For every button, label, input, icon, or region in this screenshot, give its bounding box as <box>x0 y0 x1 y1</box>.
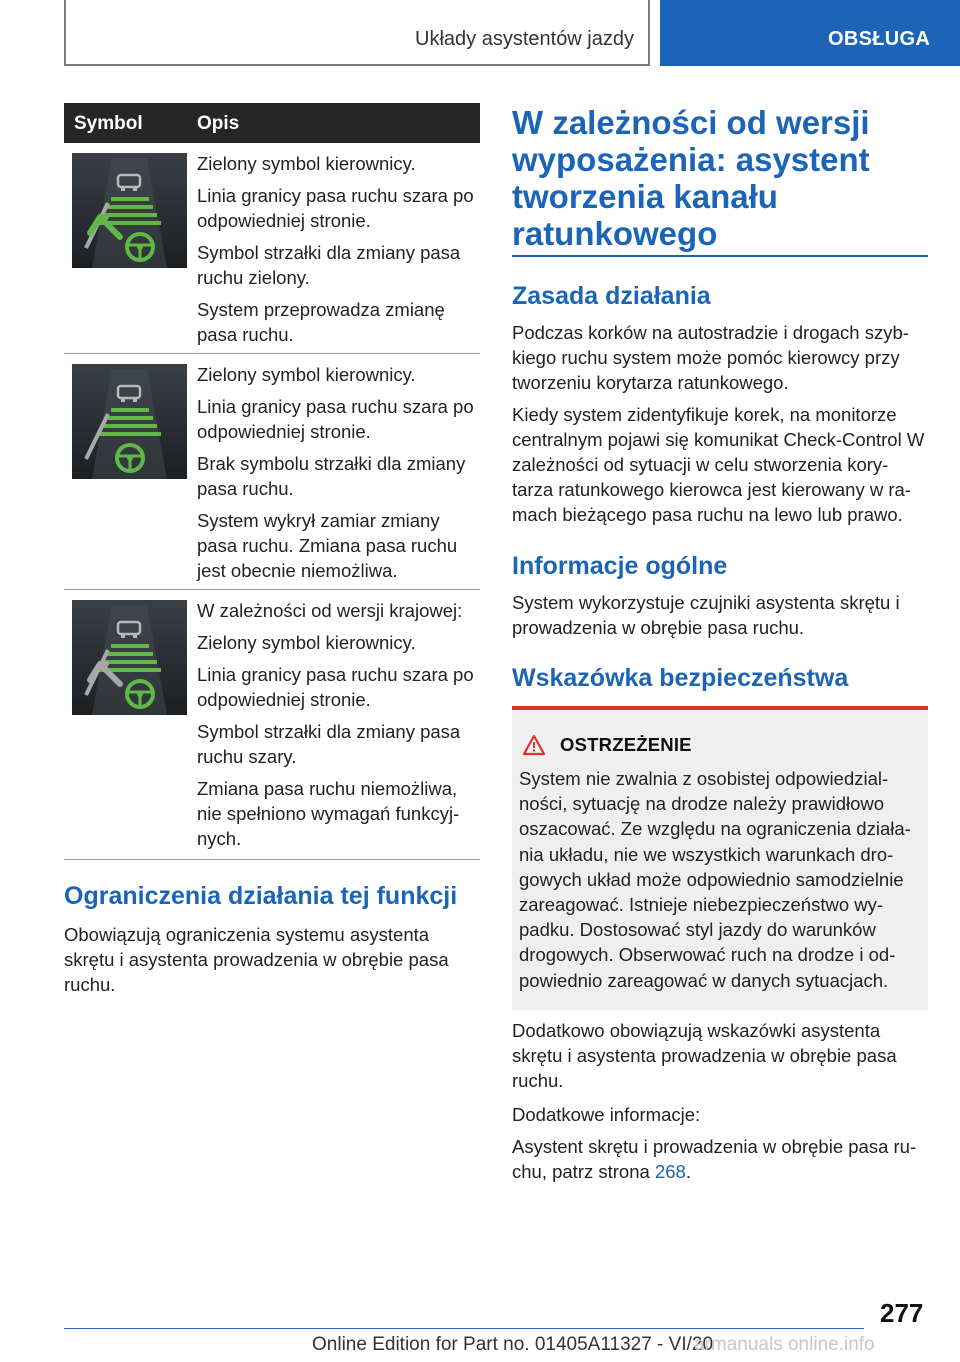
limits-heading: Ograniczenia działania tej funkcji <box>64 882 458 910</box>
lane-change-arrow-green-icon <box>72 153 187 268</box>
row-description: Zielony symbol kierownicy. Linia granicy pasa ruchu szara po odpowiedniej stronie. Symbol strzałki dla zmiany pasa ruchu zielony. System przeprowadza zmianę pasa ruchu. <box>197 153 474 345</box>
watermark: armanuals online.info <box>694 1334 875 1355</box>
table-header <box>64 103 480 143</box>
row-description: W zależności od wersji krajowej: Zielony symbol kierownicy. Linia granicy pasa ruchu szara po odpowiedniej stronie. Symbol strzałki dla zmiany pasa ruchu szary. Zmiana pasa ruchu niemożliwa, nie spełniono wymagań funkcyj-nych. <box>197 600 474 849</box>
zasada-paragraph-2: Kiedy system zidentyfikuje korek, na monitorze centralnym pojawi się komunikat Check-Control W zależności od sytuacji w celu stworzenia kory-tarza ratunkowego kierowca jest kierowany w ra-mach bieżącego pasa ruchu na lewo lub prawo. <box>512 404 925 525</box>
warning-triangle-icon <box>522 734 546 756</box>
page-reference-link[interactable]: 268 <box>654 1161 686 1182</box>
edition-text: Online Edition for Part no. 01405A11327 - VI/20 <box>312 1334 714 1355</box>
page-title: W zależności od wersji wyposażenia: asystent tworzenia kanału ratunkowego <box>512 104 870 252</box>
section-label: OBSŁUGA <box>828 28 931 50</box>
safety-heading: Wskazówka bezpieczeństwa <box>512 664 849 692</box>
title-divider <box>512 255 928 257</box>
header-bar <box>64 0 650 66</box>
reference-paragraph: Asystent skrętu i prowadzenia w obrębie pasa ru-chu, patrz strona 268. <box>512 1136 917 1182</box>
lane-change-arrow-grey-icon <box>72 600 187 715</box>
info-heading: Informacje ogólne <box>512 552 728 580</box>
section-tab[interactable] <box>660 0 960 66</box>
row-description: Zielony symbol kierownicy. Linia granicy pasa ruchu szara po odpowiedniej stronie. Brak symbolu strzałki dla zmiany pasa ruchu. System wykrył zamiar zmiany pasa ruchu. Zmiana pasa ruchu jest obecnie niemożliwa. <box>197 364 474 581</box>
warning-text: System nie zwalnia z osobistej odpowiedzial-ności, sytuację na drodze należy prawidłowo oszacować. Ze względu na ograniczenia działa-nia układu, nie we wszystkich warunkach dro-gowych układ może odpowiednio samodzielnie zareagować. Istnieje niebezpieczeństwo wy-padku. Dostosować styl jazdy do warunków drogowych. Obserwować ruch na drodze i od-powiednio zareagować w danych sytuacjach. <box>519 768 911 991</box>
info-paragraph: System wykorzystuje czujniki asystenta skrętu i prowadzenia w obrębie pasa ruchu. <box>512 592 900 638</box>
zasada-heading: Zasada działania <box>512 282 711 310</box>
column-header-symbol: Symbol <box>74 113 143 134</box>
extra-paragraph: Dodatkowo obowiązują wskazówki asystenta skrętu i asystenta prowadzenia w obrębie pasa ruchu. <box>512 1020 897 1091</box>
warning-box <box>512 706 928 1010</box>
warning-bar <box>512 706 928 710</box>
column-header-opis: Opis <box>197 113 240 134</box>
limits-text: Obowiązują ograniczenia systemu asystenta skrętu i asystenta prowadzenia w obrębie pasa ruchu. <box>64 924 449 995</box>
extra-label: Dodatkowe informacje: <box>512 1104 701 1125</box>
footer-divider <box>64 1328 864 1329</box>
zasada-paragraph-1: Podczas korków na autostradzie i drogach szyb-kiego ruchu system może pomóc kierowcy przy tworzeniu korytarza ratunkowego. <box>512 322 909 393</box>
chapter-title: Układy asystentów jazdy <box>415 28 634 50</box>
lane-change-no-arrow-icon <box>72 364 187 479</box>
table-row <box>64 143 480 354</box>
table-row <box>64 354 480 590</box>
warning-title: OSTRZEŻENIE <box>560 734 692 755</box>
warning-header <box>522 734 692 756</box>
symbol-table <box>64 103 480 860</box>
page-number: 277 <box>880 1298 924 1328</box>
table-row <box>64 590 480 860</box>
